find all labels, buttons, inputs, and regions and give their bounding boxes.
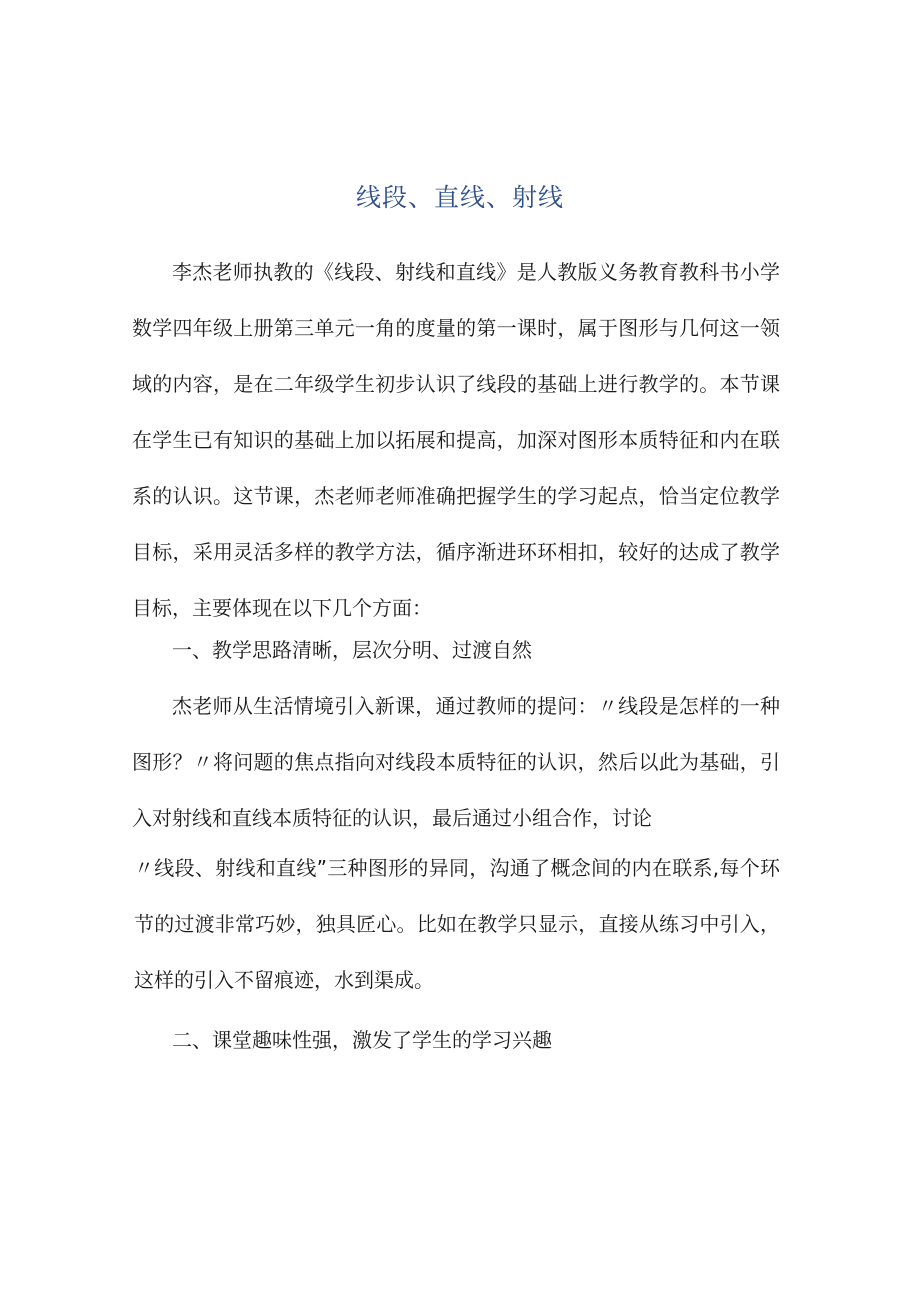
section-heading-1: 一、教学思路清晰，层次分明、过渡自然 — [172, 638, 532, 662]
section-heading-2: 二、课堂趣味性强，激发了学生的学习兴趣 — [172, 1028, 552, 1052]
section-1-paragraph-part-1: 杰老师从生活情境引入新课，通过教师的提问：〃线段是怎样的一种图形？〃将问题的焦点指向对线段本质特征的认识，然后以此为基础，引入对射线和直线本质特征的认识，最后通过小组合作，讨论 — [132, 694, 780, 830]
document-title: 线段、直线、射线 — [355, 183, 564, 212]
section-1-paragraph-part-2: 〃线段、射线和直线”三种图形的异同，沟通了概念间的内在联系,每个环节的过渡非常巧妙，独具匠心。比如在教学只显示，直接从练习中引入，这样的引入不留痕迹，水到渠成。 — [134, 856, 780, 992]
intro-paragraph: 李杰老师执教的《线段、射线和直线》是人教版义务教育教科书小学数学四年级上册第三单元一角的度量的第一课时，属于图形与几何这一领域的内容，是在二年级学生初步认识了线段的基础上进行教学的。本节课在学生已有知识的基础上加以拓展和提高，加深对图形本质特征和内在联系的认识。这节课，杰老师老师准确把握学生的学习起点，恰当定位教学目标，采用灵活多样的教学方法，循序渐进环环相扣，较好的达成了教学目标，主要体现在以下几个方面： — [132, 260, 780, 620]
